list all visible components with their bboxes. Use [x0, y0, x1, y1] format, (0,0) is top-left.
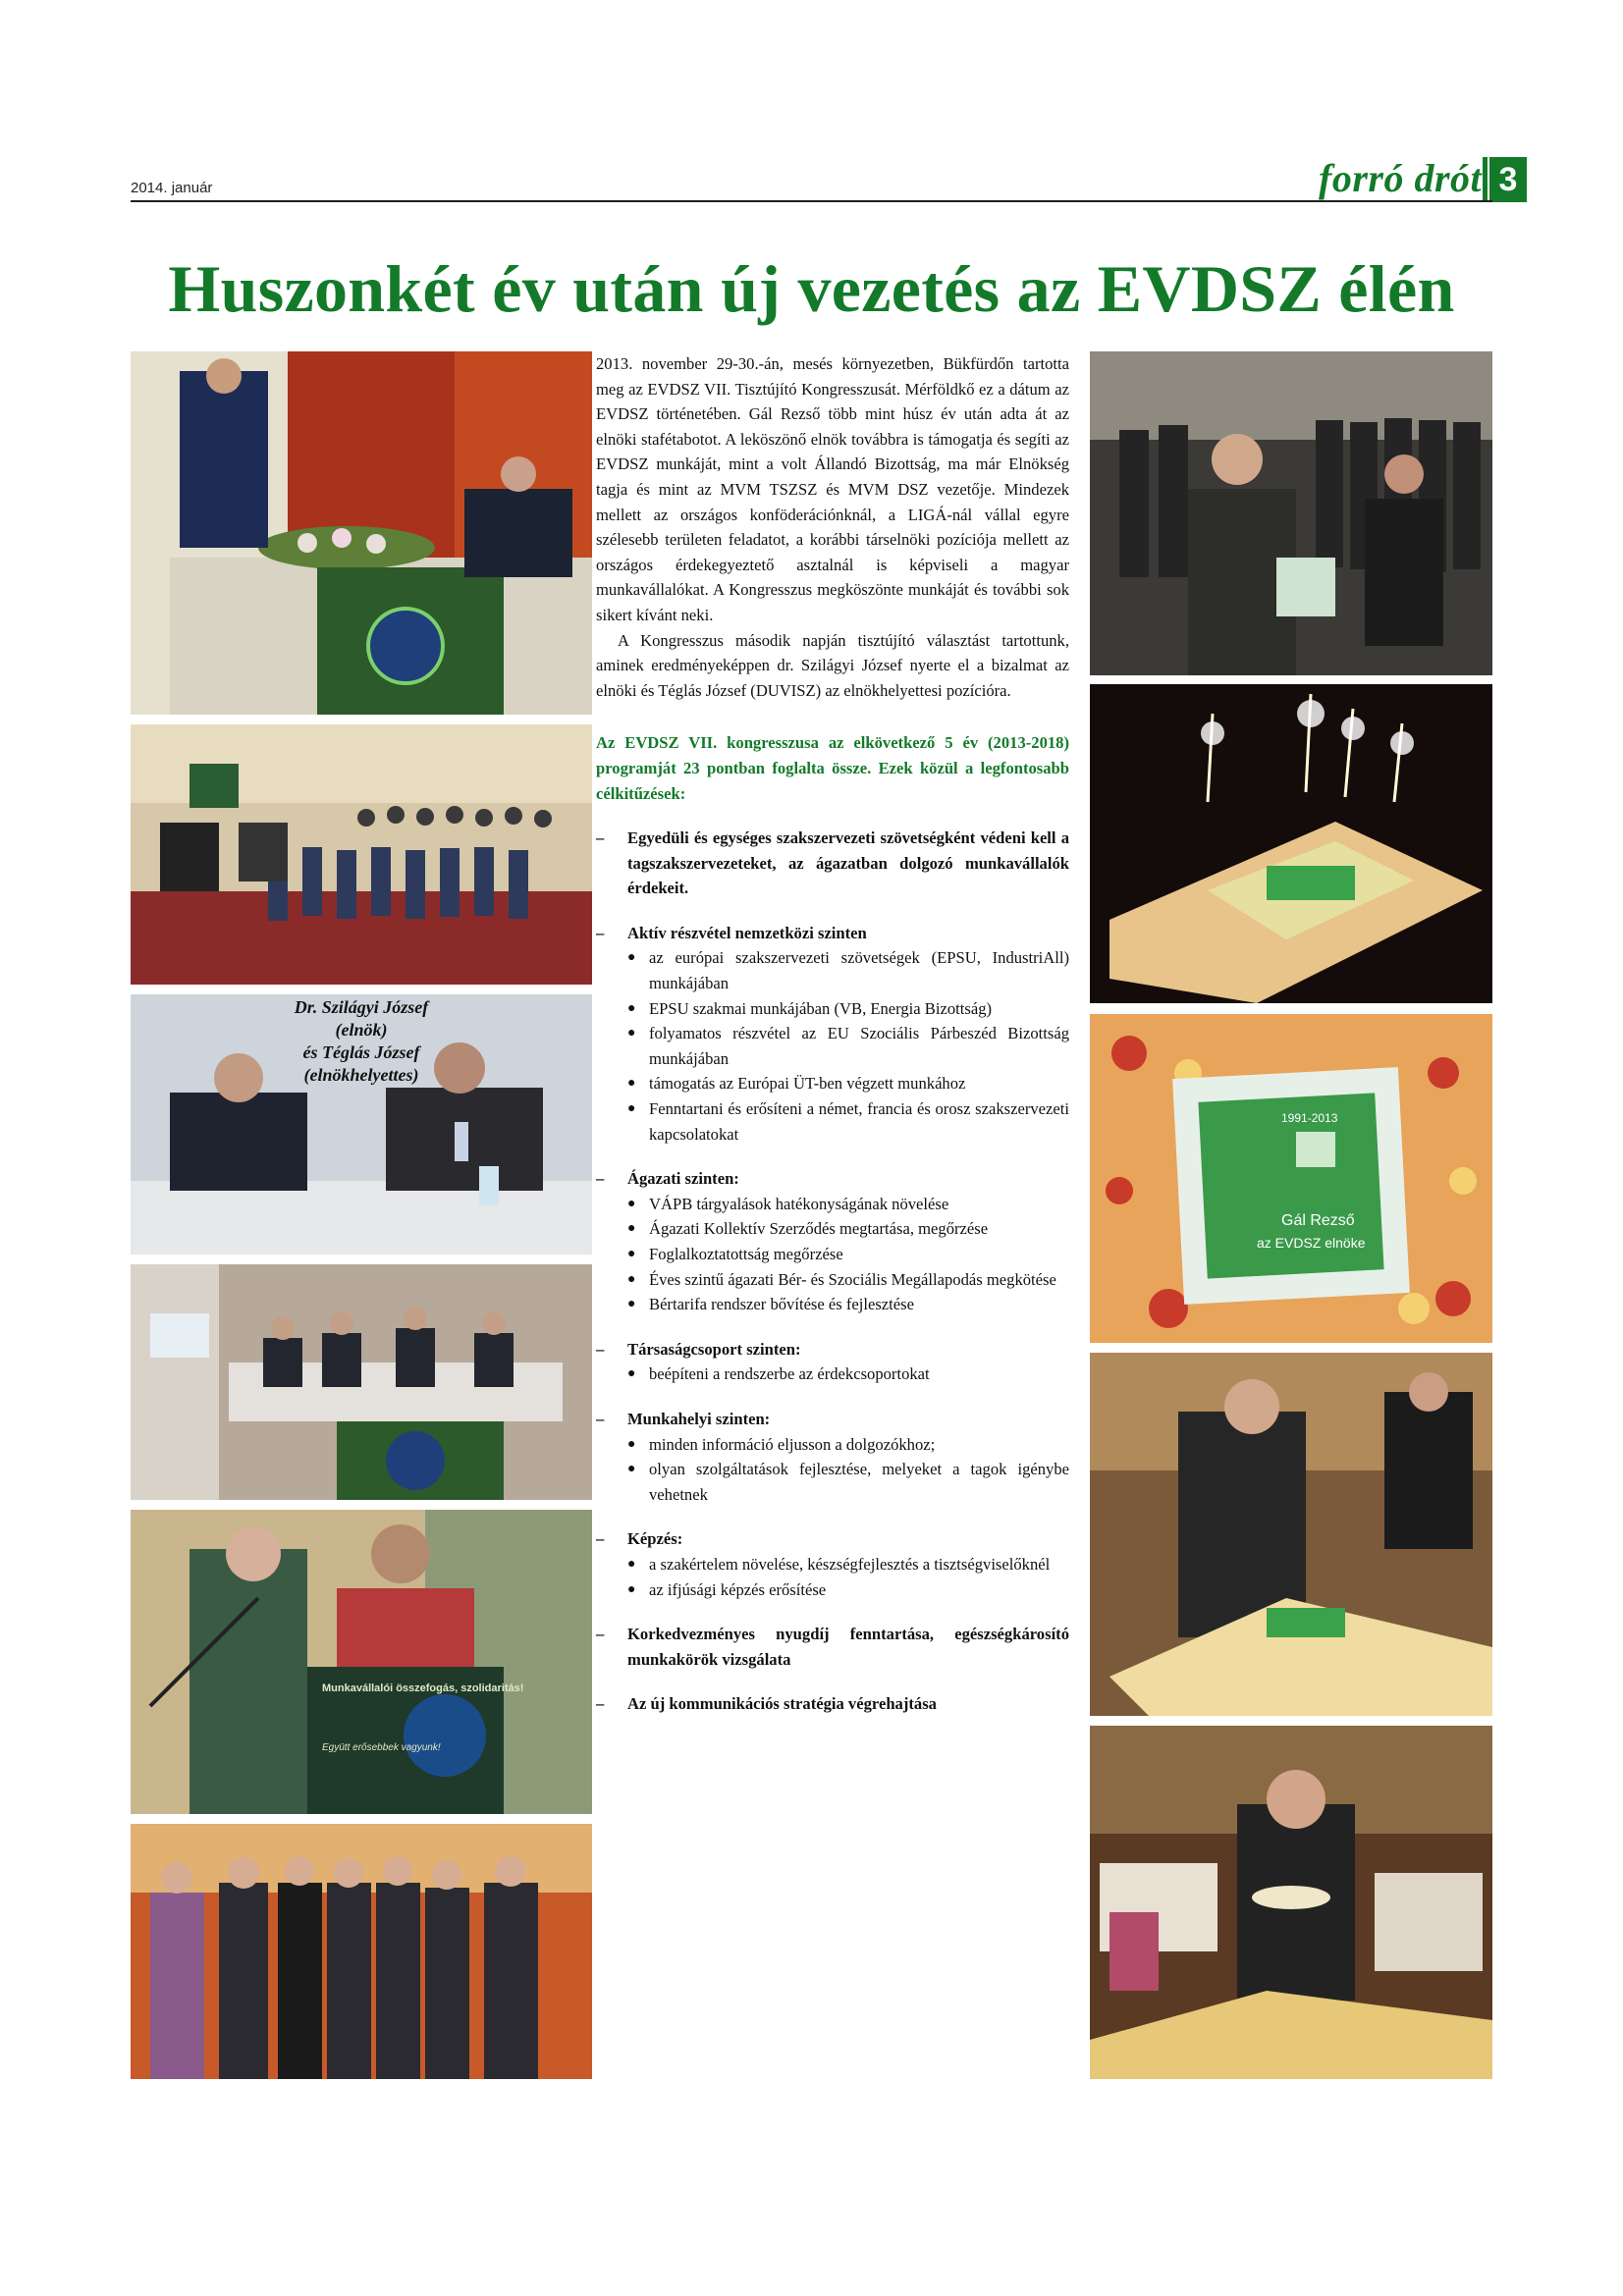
photo-audience [131, 724, 592, 985]
program-subitem [627, 996, 1069, 1022]
podium-sign-text-2: Együtt erősebbek vagyunk! [322, 1742, 441, 1753]
bullet-icon: ● [627, 1076, 636, 1092]
dash-marker: – [596, 1169, 605, 1189]
program-subitem-text: folyamatos részvétel az EU Szociális Párbeszéd Bizottság munkájában [649, 1024, 1069, 1068]
bullet-icon: ● [627, 1581, 636, 1597]
program-subitem-text: Foglalkoztatottság megőrzése [649, 1245, 843, 1263]
program-item [596, 1622, 1069, 1672]
bullet-icon: ● [627, 1436, 636, 1452]
dash-marker: – [596, 1529, 605, 1549]
program-subitem [627, 1577, 1069, 1603]
photo-cake-cutting [1090, 1353, 1492, 1716]
program-subitem-text: beépíteni a rendszerbe az érdekcsoportokat [649, 1364, 930, 1384]
program-subitem [627, 1362, 1069, 1387]
program-list [596, 826, 1069, 1717]
program-subitem-text: minden információ eljusson a dolgozókhoz; [649, 1434, 936, 1454]
photo-speakers-lectern [131, 1510, 592, 1814]
dash-marker: – [596, 923, 605, 942]
photo-speaker-podium [131, 351, 592, 715]
photo-cake-closeup [1090, 1014, 1492, 1343]
program-item-text: Képzés: [627, 1529, 683, 1549]
logo-divider [1483, 157, 1488, 202]
article-title: Huszonkét év után új vezetés az EVDSZ élén [168, 251, 1455, 326]
photo-caption: Dr. Szilágyi József (elnök) és Téglás József (elnökhelyettes) [294, 997, 429, 1085]
program-subitem [627, 1432, 1069, 1458]
program-item-text: Munkahelyi szinten: [627, 1409, 771, 1428]
program-item [596, 1407, 1069, 1507]
header-rule [131, 200, 1492, 202]
program-item-text: Korkedvezményes nyugdíj fenntartása, egészségkárosító munkakörök vizsgálata [627, 1625, 1069, 1669]
program-item [596, 1337, 1069, 1387]
program-intro: Az EVDSZ VII. kongresszusa az elkövetkező 5 év (2013-2018) programját 23 pontban foglalta össze. Ezek közül a legfontosabb célkitűzések: [596, 733, 1069, 803]
cake-role-text: az EVDSZ elnöke [1257, 1235, 1366, 1251]
program-subitem-text: Fenntartani és erősíteni a német, francia és orosz szakszervezeti kapcsolatokat [649, 1099, 1069, 1144]
program-item [596, 826, 1069, 901]
bullet-icon: ● [627, 1221, 636, 1237]
program-item-text: Társaságcsoport szinten: [627, 1339, 801, 1359]
podium-sign-text: Munkavállalói összefogás, szolidaritás! [322, 1682, 524, 1694]
program-subitem-text: EPSU szakmai munkájában (VB, Energia Bizottság) [649, 998, 993, 1018]
program-subitem [627, 1071, 1069, 1096]
photo-presidium [131, 1264, 592, 1500]
article-paragraph: 2013. november 29-30.-án, mesés környezetben, Bükfürdőn tartotta meg az EVDSZ VII. Tisztújító Kongresszusát. Mérföldkő ez a dátum az EVDSZ történetében. Gál Rezső több mint húsz év után adta át az elnöki stafétabotot. A leköszönő elnök továbbra is támogatja és segíti az EVDSZ munkáját, mint a volt Állandó Bizottság, ma már Elnökség tagja és mint az MVM TSZSZ és MVM DSZ vezetője. Mindezek mellett az országos konföderációnknál, a LIGÁ-nál vállal egyre szélesebb területen feladatot, a korábbi társelnöki pozíciója mellett az országos érdekegyeztető asztalnál is képviseli a magyar munkavállalókat. A Kongresszus megköszönte munkáját és további sok sikert kívánt neki. [596, 354, 1069, 624]
program-item-text: Az új kommunikációs stratégia végrehajtása [627, 1694, 937, 1714]
cake-years-text: 1991-2013 [1281, 1111, 1338, 1125]
program-item [596, 1691, 1069, 1717]
program-item [596, 1526, 1069, 1602]
program-subitem [627, 1292, 1069, 1317]
photo-farewell-ceremony [1090, 351, 1492, 675]
program-subitem-text: az európai szakszervezeti szövetségek (EPSU, IndustriAll) munkájában [649, 948, 1069, 993]
program-subitem [627, 1096, 1069, 1147]
bullet-icon: ● [627, 1196, 636, 1211]
dash-marker: – [596, 828, 605, 848]
dash-marker: – [596, 1625, 605, 1644]
photo-cake-serving [1090, 1726, 1492, 2079]
program-subitem [627, 1216, 1069, 1242]
program-subitem-text: VÁPB tárgyalások hatékonyságának növelése [649, 1194, 949, 1213]
photo-group [131, 1824, 592, 2079]
program-item-text: Egyedüli és egységes szakszervezeti szövetségként védeni kell a tagszakszervezeteket, az ágazatban dolgozó munkavállalók érdekeit. [627, 828, 1069, 898]
program-subitem-text: az ifjúsági képzés erősítése [649, 1579, 827, 1599]
bullet-icon: ● [627, 1247, 636, 1261]
program-subitem [627, 945, 1069, 995]
bullet-icon: ● [627, 1462, 636, 1477]
dash-marker: – [596, 1409, 605, 1428]
issue-date: 2014. január [131, 180, 213, 196]
publication-logo: forró drót [1319, 156, 1483, 200]
bullet-icon: ● [627, 1297, 636, 1312]
program-item-text: Ágazati szinten: [627, 1169, 739, 1189]
bullet-icon: ● [627, 1101, 636, 1117]
program-subitem [627, 1242, 1069, 1267]
program-item-text: Aktív részvétel nemzetközi szinten [627, 923, 867, 942]
program-subitem [627, 1021, 1069, 1071]
bullet-icon: ● [627, 1366, 636, 1382]
program-item [596, 921, 1069, 1147]
program-subitem-text: Éves szintű ágazati Bér- és Szociális Megállapodás megkötése [649, 1269, 1056, 1289]
program-subitem [627, 1552, 1069, 1577]
page-number: 3 [1489, 157, 1527, 202]
program-subitem-text: Bértarifa rendszer bővítése és fejlesztése [649, 1295, 914, 1314]
dash-marker: – [596, 1339, 605, 1359]
photo-new-leaders [131, 994, 592, 1255]
program-subitem-text: olyan szolgáltatások fejlesztése, melyeket a tagok igénybe vehetnek [649, 1460, 1069, 1504]
bullet-icon: ● [627, 1556, 636, 1572]
program-subitem [627, 1267, 1069, 1293]
program-subitem-text: támogatás az Európai ÜT-ben végzett munkához [649, 1074, 966, 1094]
program-subitem-text: Ágazati Kollektív Szerződés megtartása, megőrzése [649, 1219, 989, 1239]
bullet-icon: ● [627, 950, 636, 966]
program-item [596, 1166, 1069, 1317]
bullet-icon: ● [627, 1000, 636, 1016]
dash-marker: – [596, 1694, 605, 1714]
cake-name-text: Gál Rezső [1281, 1212, 1355, 1229]
program-subitem [627, 1457, 1069, 1507]
photo-cake-sparklers [1090, 684, 1492, 1003]
bullet-icon: ● [627, 1271, 636, 1287]
program-subitem-text: a szakértelem növelése, készségfejlesztés a tisztségviselőknél [649, 1554, 1051, 1574]
article-paragraph: A Kongresszus második napján tisztújító választást tartottunk, aminek eredményeképpen dr. Szilágyi József nyerte el a bizalmat az elnöki és Téglás József (DUVISZ) az elnökhelyettesi pozícióra. [596, 630, 1069, 700]
bullet-icon: ● [627, 1026, 636, 1041]
article-body [596, 351, 1069, 1717]
program-subitem [627, 1192, 1069, 1217]
